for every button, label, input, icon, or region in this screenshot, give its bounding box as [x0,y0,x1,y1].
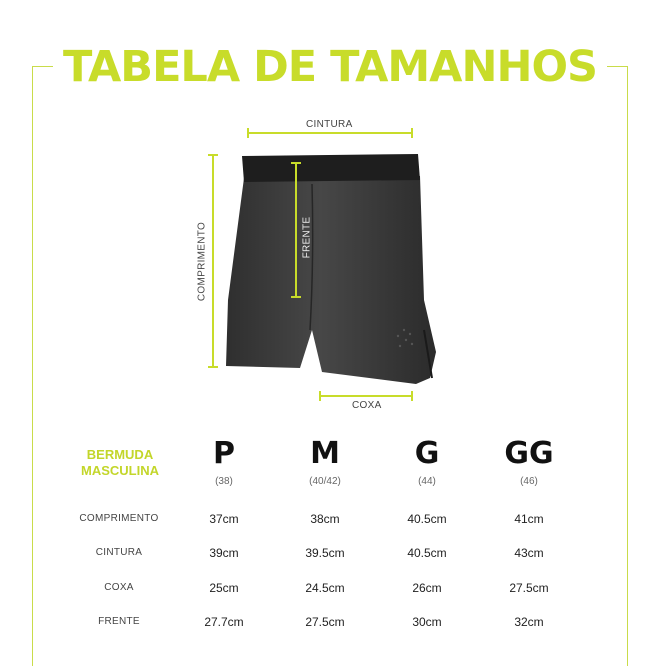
table-cell: 27.5cm [509,581,549,595]
cintura-label: CINTURA [306,119,353,130]
table-cell: 27.7cm [204,615,244,629]
table-cell: 43cm [514,546,544,560]
row-label-coxa: COXA [104,582,134,593]
comprimento-guide [208,155,218,367]
shorts-body [226,176,436,384]
table-cell: 40.5cm [407,546,447,560]
row-label-cintura: CINTURA [95,547,143,558]
table-cell: 24.5cm [305,581,345,595]
size-letter-p: P [213,436,235,471]
comprimento-label: COMPRIMENTO [196,221,208,302]
shorts-waistband [242,154,420,182]
size-number-gg: (46) [520,476,538,487]
frente-label: FRENTE [301,216,313,259]
size-letter-gg: GG [504,436,554,471]
size-number-p: (38) [215,476,233,487]
table-cell: 26cm [412,581,442,595]
size-letter-g: G [414,436,440,471]
table-cell: 27.5cm [305,615,345,629]
title-wrap [0,42,660,92]
size-number-g: (44) [418,476,436,487]
table-cell: 40.5cm [407,512,447,526]
product-label [70,447,170,479]
table-cell: 25cm [209,581,239,595]
table-cell: 41cm [514,512,544,526]
size-letter-m: M [310,436,340,471]
size-number-m: (40/42) [309,476,341,487]
row-label-comprimento: COMPRIMENTO [79,513,159,524]
product-label-line1: BERMUDA [86,447,154,462]
table-cell: 39.5cm [305,546,345,560]
table-cell: 32cm [514,615,544,629]
table-cell: 37cm [209,512,239,526]
table-cell: 38cm [310,512,340,526]
table-cell: 30cm [412,615,442,629]
product-label-line2: MASCULINA [81,463,159,478]
row-label-frente: FRENTE [98,616,140,627]
page-title: TABELA DE TAMANHOS [53,42,607,92]
coxa-label: COXA [352,400,382,411]
table-cell: 39cm [209,546,239,560]
